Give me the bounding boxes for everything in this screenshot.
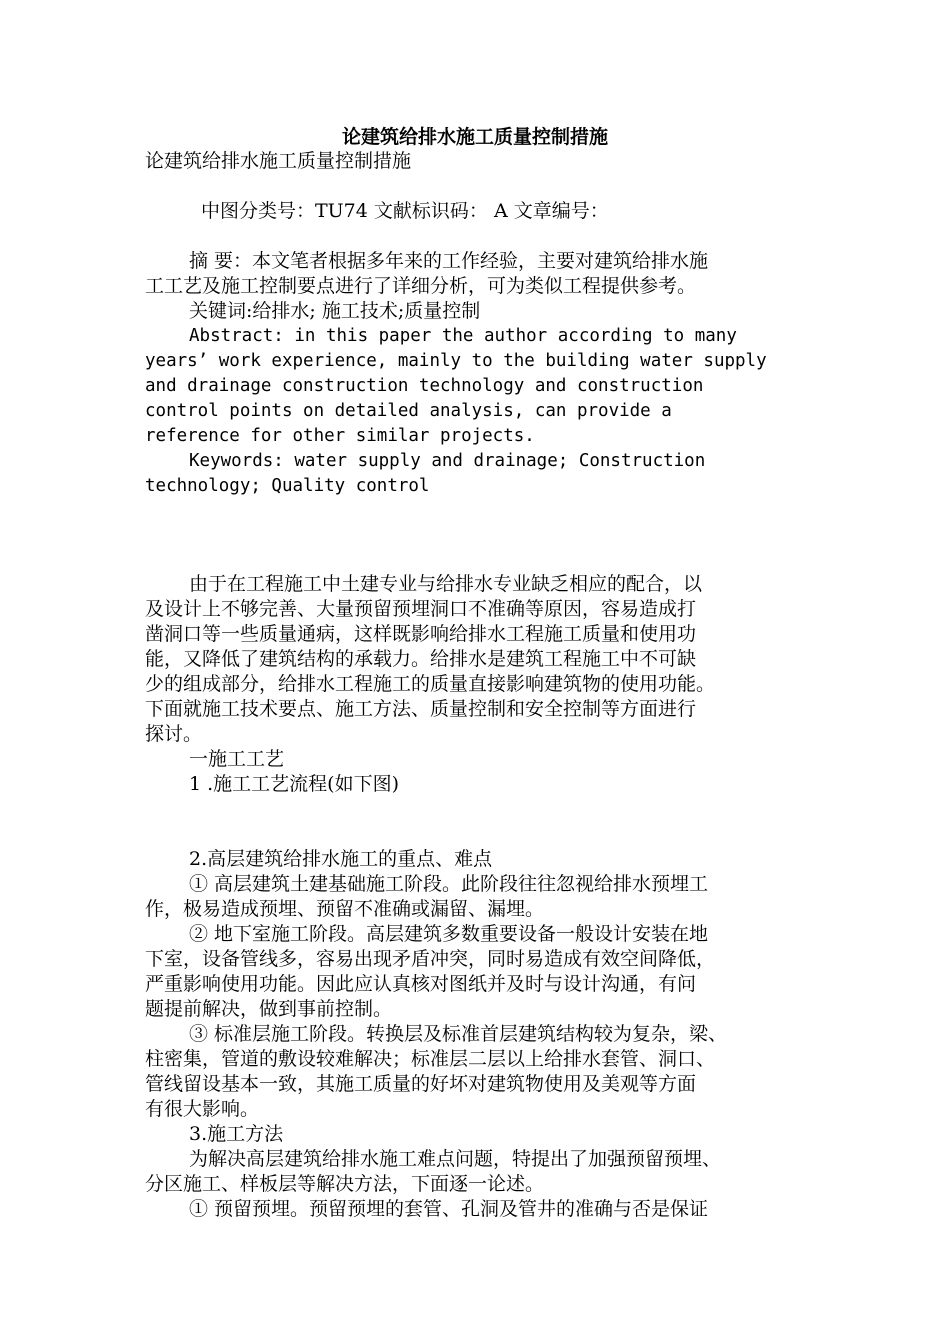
point-line: ① 高层建筑土建基础施工阶段。此阶段往往忽视给排水预埋工 bbox=[189, 873, 709, 895]
keywords-en-line: technology; Quality control bbox=[145, 476, 430, 496]
abstract-cn-line: 工工艺及施工控制要点进行了详细分析，可为类似工程提供参考。 bbox=[145, 275, 697, 297]
point-line: ② 地下室施工阶段。高层建筑多数重要设备一般设计安装在地 bbox=[189, 923, 709, 945]
abstract-en-line: years’ work experience, mainly to the building water supply bbox=[145, 351, 767, 371]
section-heading: 一施工工艺 bbox=[189, 748, 285, 770]
document-subtitle: 论建筑给排水施工质量控制措施 bbox=[145, 150, 412, 172]
point-line: 下室，设备管线多，容易出现矛盾冲突，同时易造成有效空间降低， bbox=[145, 948, 716, 970]
point-line: 管线留设基本一致，其施工质量的好坏对建筑物使用及美观等方面 bbox=[145, 1073, 697, 1095]
subsection-heading: 1 .施工工艺流程(如下图) bbox=[189, 773, 399, 795]
intro-paragraph-line: 能，又降低了建筑结构的承载力。给排水是建筑工程施工中不可缺 bbox=[145, 648, 697, 670]
intro-paragraph-line: 及设计上不够完善、大量预留预埋洞口不准确等原因，容易造成打 bbox=[145, 598, 697, 620]
point-line: ① 预留预埋。预留预埋的套管、孔洞及管井的准确与否是保证 bbox=[189, 1198, 709, 1220]
subsection-heading: 3.施工方法 bbox=[189, 1123, 284, 1145]
paragraph-line: 为解决高层建筑给排水施工难点问题，特提出了加强预留预埋、 bbox=[189, 1148, 722, 1170]
point-line: 作，极易造成预埋、预留不准确或漏留、漏埋。 bbox=[145, 898, 545, 920]
abstract-en-line: Abstract: in this paper the author according to many bbox=[189, 326, 737, 346]
point-line: 柱密集，管道的敷设较难解决；标准层二层以上给排水套管、洞口、 bbox=[145, 1048, 716, 1070]
keywords-cn: 关键词:给排水; 施工技术;质量控制 bbox=[189, 300, 481, 322]
intro-paragraph-line: 凿洞口等一些质量通病，这样既影响给排水工程施工质量和使用功 bbox=[145, 623, 697, 645]
intro-paragraph-line: 探讨。 bbox=[145, 723, 203, 745]
point-line: 有很大影响。 bbox=[145, 1098, 260, 1120]
paragraph-line: 分区施工、样板层等解决方法，下面逐一论述。 bbox=[145, 1173, 545, 1195]
classification-line: 中图分类号：TU74 文献标识码： A 文章编号： bbox=[201, 200, 609, 222]
abstract-en-line: and drainage construction technology and construction bbox=[145, 376, 704, 396]
abstract-en-line: reference for other similar projects. bbox=[145, 426, 535, 446]
abstract-en-line: control points on detailed analysis, can provide a bbox=[145, 401, 672, 421]
point-line: ③ 标准层施工阶段。转换层及标准首层建筑结构较为复杂，梁、 bbox=[189, 1023, 728, 1045]
intro-paragraph-line: 下面就施工技术要点、施工方法、质量控制和安全控制等方面进行 bbox=[145, 698, 697, 720]
keywords-en-line: Keywords: water supply and drainage; Construction bbox=[189, 451, 706, 471]
intro-paragraph-line: 由于在工程施工中土建专业与给排水专业缺乏相应的配合，以 bbox=[189, 573, 703, 595]
abstract-cn-line: 摘 要：本文笔者根据多年来的工作经验，主要对建筑给排水施 bbox=[189, 250, 709, 272]
point-line: 严重影响使用功能。因此应认真核对图纸并及时与设计沟通，有问 bbox=[145, 973, 697, 995]
document-title: 论建筑给排水施工质量控制措施 bbox=[341, 126, 608, 148]
subsection-heading: 2.高层建筑给排水施工的重点、难点 bbox=[189, 848, 493, 870]
point-line: 题提前解决，做到事前控制。 bbox=[145, 998, 393, 1020]
intro-paragraph-line: 少的组成部分，给排水工程施工的质量直接影响建筑物的使用功能。 bbox=[145, 673, 716, 695]
